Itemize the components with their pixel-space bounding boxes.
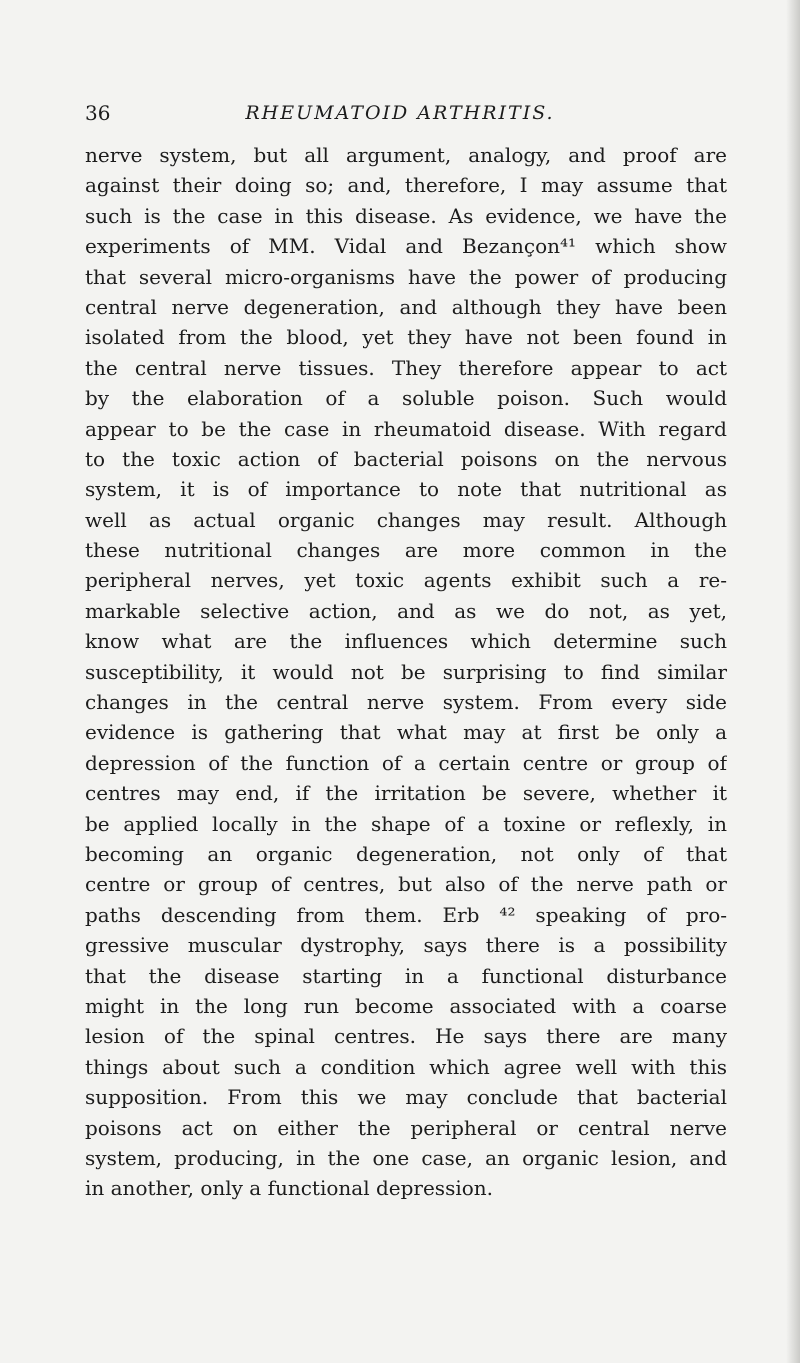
text-line: these nutritional changes are more common in the bbox=[85, 538, 727, 563]
text-line: evidence is gathering that what may at first be only a bbox=[85, 720, 727, 745]
text-line: gressive muscular dystrophy, says there is a possibility bbox=[85, 933, 727, 958]
text-line: know what are the influences which determine such bbox=[85, 629, 727, 654]
text-line: supposition. From this we may conclude that bacterial bbox=[85, 1085, 727, 1110]
text-line: the central nerve tissues. They therefore appear to act bbox=[85, 355, 727, 380]
text-line: against their doing so; and, therefore, I may assume that bbox=[85, 173, 727, 198]
text-line: that the disease starting in a functional disturbance bbox=[85, 963, 727, 988]
text-line: be applied locally in the shape of a toxine or reflexly, in bbox=[85, 811, 727, 836]
text-line: system, it is of importance to note that nutritional as bbox=[85, 477, 727, 502]
text-line: things about such a condition which agree well with this bbox=[85, 1054, 727, 1079]
text-line: in another, only a functional depression. bbox=[85, 1176, 494, 1201]
text-line: appear to be the case in rheumatoid disease. With regard bbox=[85, 416, 727, 441]
text-line: susceptibility, it would not be surprising to find similar bbox=[85, 659, 727, 684]
text-line: paths descending from them. Erb ⁴² speaking of pro- bbox=[85, 902, 727, 927]
page-edge-shadow bbox=[786, 0, 800, 1363]
text-line: poisons act on either the peripheral or central nerve bbox=[85, 1115, 727, 1140]
text-line: to the toxic action of bacterial poisons on the nervous bbox=[85, 446, 727, 471]
text-line: changes in the central nerve system. From every side bbox=[85, 690, 727, 715]
running-title: RHEUMATOID ARTHRITIS. bbox=[245, 102, 555, 124]
text-line: such is the case in this disease. As evidence, we have the bbox=[85, 203, 727, 228]
text-line: central nerve degeneration, and although they have been bbox=[85, 294, 727, 319]
text-line: becoming an organic degeneration, not only of that bbox=[85, 841, 727, 866]
text-line: nerve system, but all argument, analogy, and proof are bbox=[85, 143, 727, 167]
text-line: centre or group of centres, but also of the nerve path or bbox=[85, 872, 727, 897]
text-line: peripheral nerves, yet toxic agents exhibit such a re- bbox=[85, 568, 727, 593]
page-header bbox=[0, 93, 800, 133]
text-line: markable selective action, and as we do not, as yet, bbox=[85, 598, 727, 623]
text-line: isolated from the blood, yet they have not been found in bbox=[85, 325, 727, 350]
text-line: centres may end, if the irritation be severe, whether it bbox=[85, 781, 727, 806]
text-line: system, producing, in the one case, an organic lesion, and bbox=[85, 1145, 727, 1170]
text-line: well as actual organic changes may result. Although bbox=[85, 507, 727, 532]
body-text bbox=[85, 140, 727, 1204]
text-line: depression of the function of a certain centre or group of bbox=[85, 750, 727, 775]
text-line: by the elaboration of a soluble poison. Such would bbox=[85, 386, 727, 411]
text-line: might in the long run become associated with a coarse bbox=[85, 993, 727, 1018]
text-line: that several micro-organisms have the power of producing bbox=[85, 264, 727, 289]
page-number: 36 bbox=[85, 101, 111, 125]
text-line: lesion of the spinal centres. He says there are many bbox=[85, 1024, 727, 1049]
text-line: experiments of MM. Vidal and Bezançon⁴¹ which show bbox=[85, 234, 727, 259]
